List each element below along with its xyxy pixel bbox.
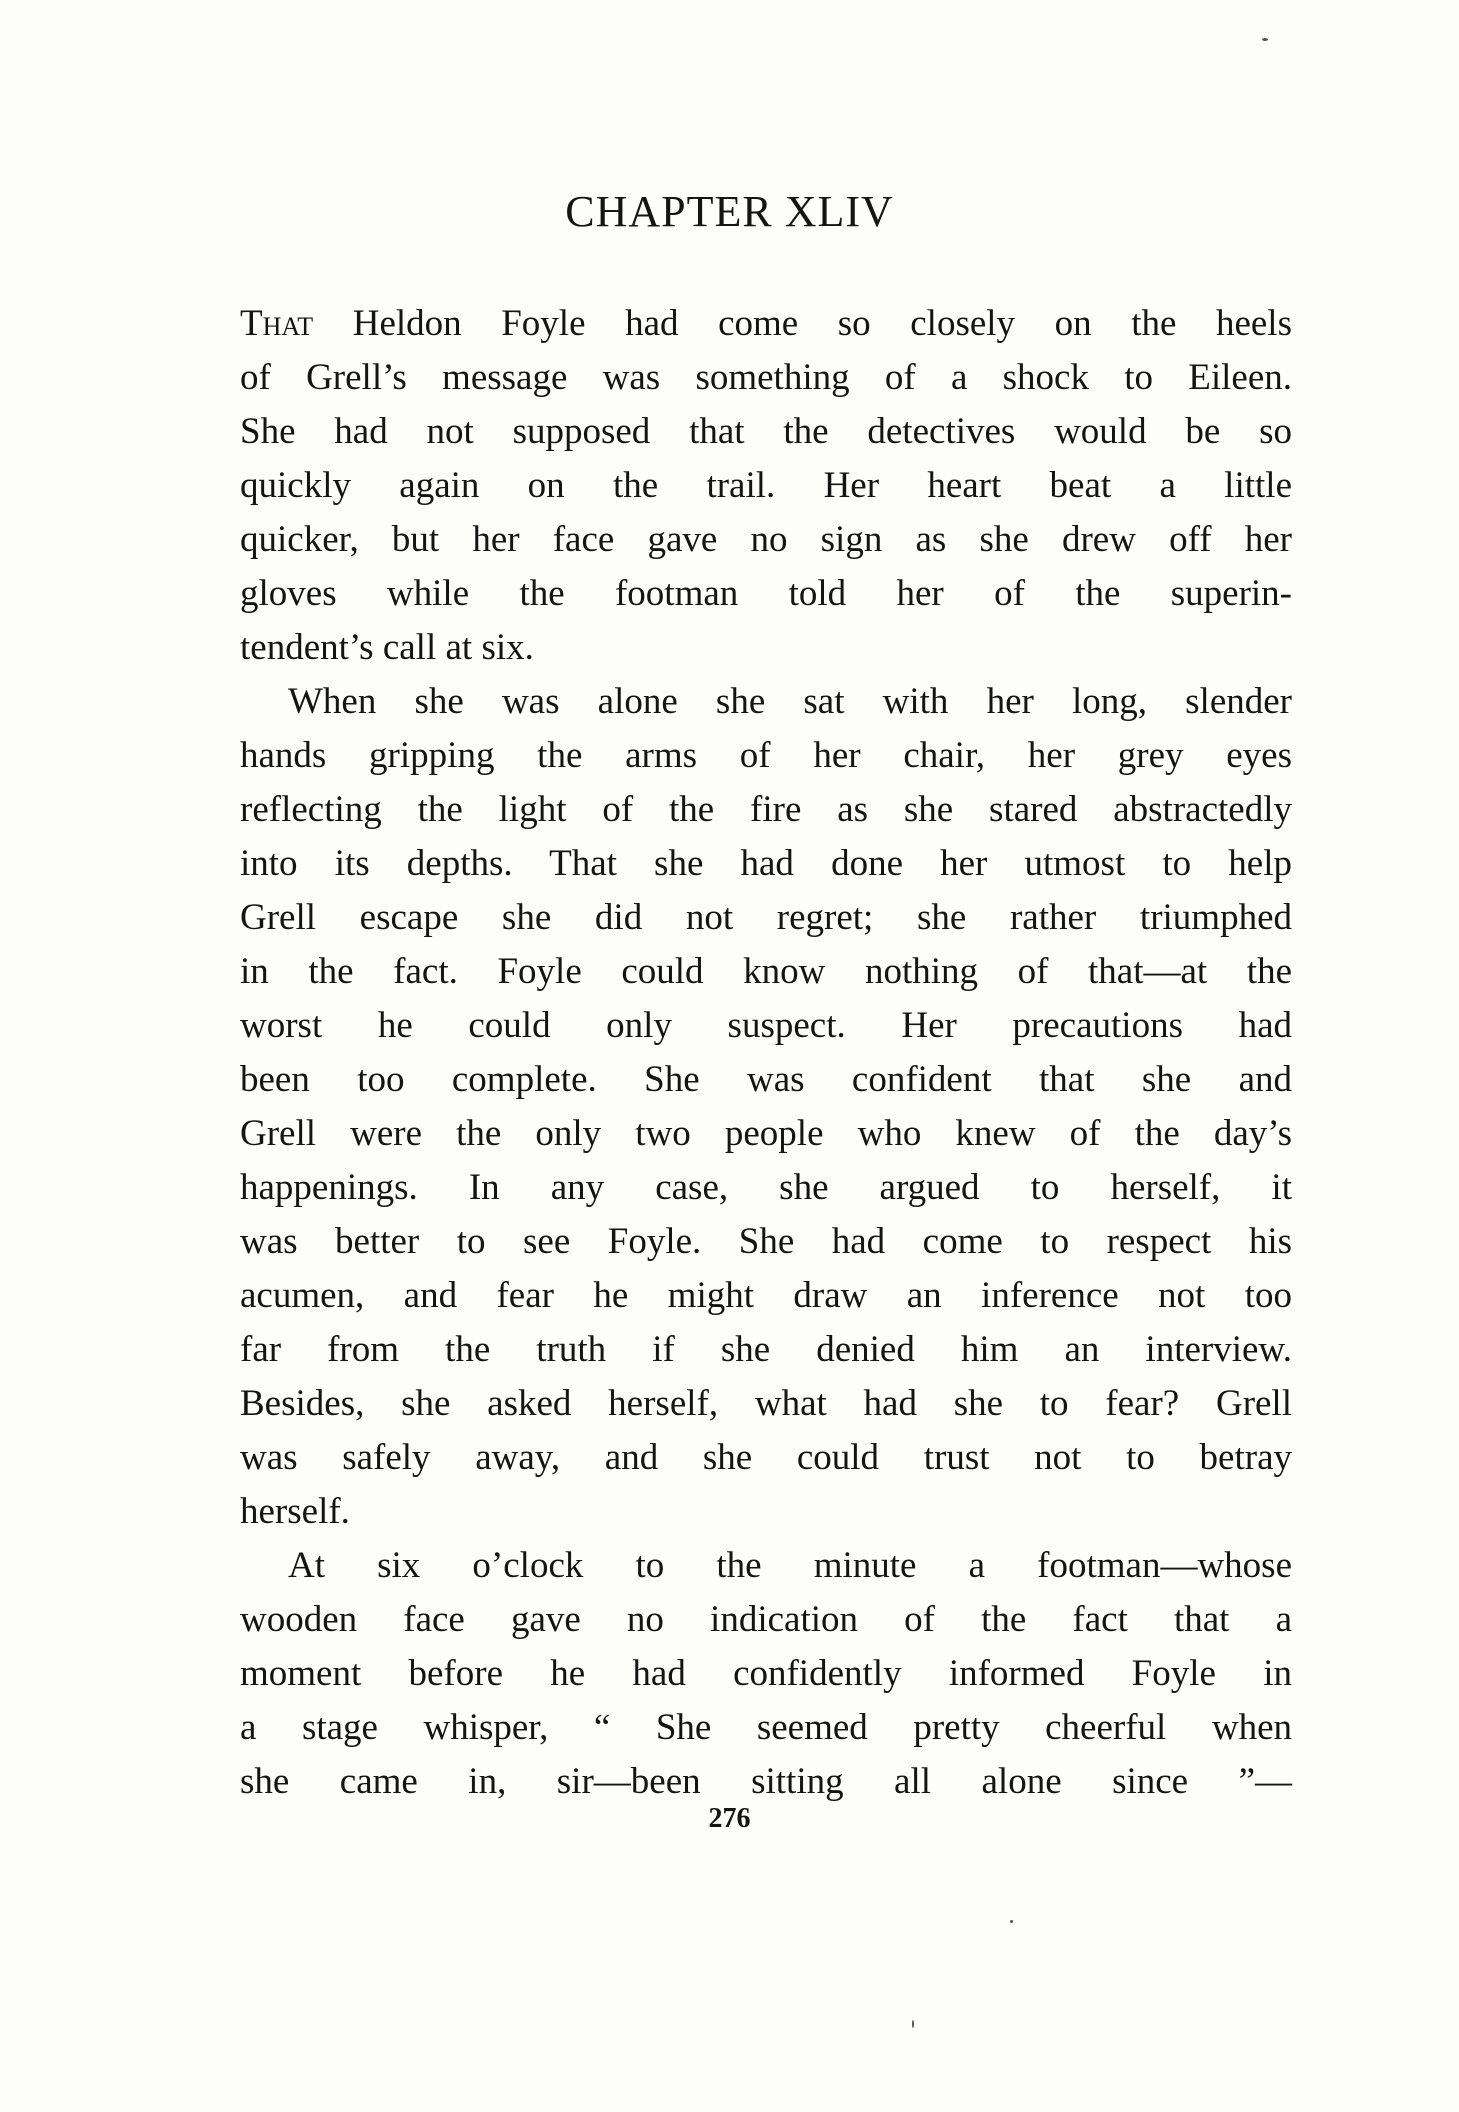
body-text <box>240 297 1292 1809</box>
text-line: quicker, but her face gave no sign as she drew off her <box>240 519 1292 560</box>
text-line: quickly again on the trail. Her heart beat a little <box>240 465 1292 506</box>
chapter-title: CHAPTER XLIV <box>565 187 894 236</box>
text-line <box>240 297 1292 351</box>
text-line: was better to see Foyle. She had come to respect his <box>240 1221 1292 1262</box>
text-line: gloves while the footman told her of the superin- <box>240 573 1292 614</box>
scan-speck <box>912 2020 914 2028</box>
text-line: of Grell’s message was something of a shock to Eileen. <box>240 357 1292 398</box>
text-line: far from the truth if she denied him an interview. <box>240 1329 1292 1370</box>
text-line: Grell were the only two people who knew of the day’s <box>240 1113 1292 1154</box>
text-line: herself. <box>240 1491 350 1532</box>
text-line: been too complete. She was confident that she and <box>240 1059 1292 1100</box>
text-line: wooden face gave no indication of the fact that a <box>240 1599 1292 1640</box>
text-line: Besides, she asked herself, what had she to fear? Grell <box>240 1383 1292 1424</box>
scan-speck <box>1262 38 1268 41</box>
text-line: When she was alone she sat with her long, slender <box>288 681 1292 722</box>
text-line: she came in, sir—been sitting all alone since ”— <box>240 1761 1292 1802</box>
text-line: hands gripping the arms of her chair, her grey eyes <box>240 735 1292 776</box>
page-number: 276 <box>708 1803 751 1834</box>
scan-speck <box>1010 1920 1013 1923</box>
text-line: At six o’clock to the minute a footman—whose <box>288 1545 1292 1586</box>
text-line: tendent’s call at six. <box>240 627 534 668</box>
text-line-content: Heldon Foyle had come so closely on the heels <box>313 303 1292 344</box>
text-line: Grell escape she did not regret; she rather triumphed <box>240 897 1292 938</box>
text-line: She had not supposed that the detectives would be so <box>240 411 1292 452</box>
text-line: moment before he had confidently informed Foyle in <box>240 1653 1292 1694</box>
text-line: worst he could only suspect. Her precautions had <box>240 1005 1292 1046</box>
opening-word: That <box>240 303 314 344</box>
text-line: reflecting the light of the fire as she stared abstractedly <box>240 789 1292 830</box>
text-line: acumen, and fear he might draw an inference not too <box>240 1275 1292 1316</box>
text-line: into its depths. That she had done her utmost to help <box>240 843 1292 884</box>
text-line: a stage whisper, “ She seemed pretty cheerful when <box>240 1707 1292 1748</box>
text-line: in the fact. Foyle could know nothing of that—at the <box>240 951 1292 992</box>
text-line: happenings. In any case, she argued to herself, it <box>240 1167 1292 1208</box>
text-line: was safely away, and she could trust not to betray <box>240 1437 1292 1478</box>
